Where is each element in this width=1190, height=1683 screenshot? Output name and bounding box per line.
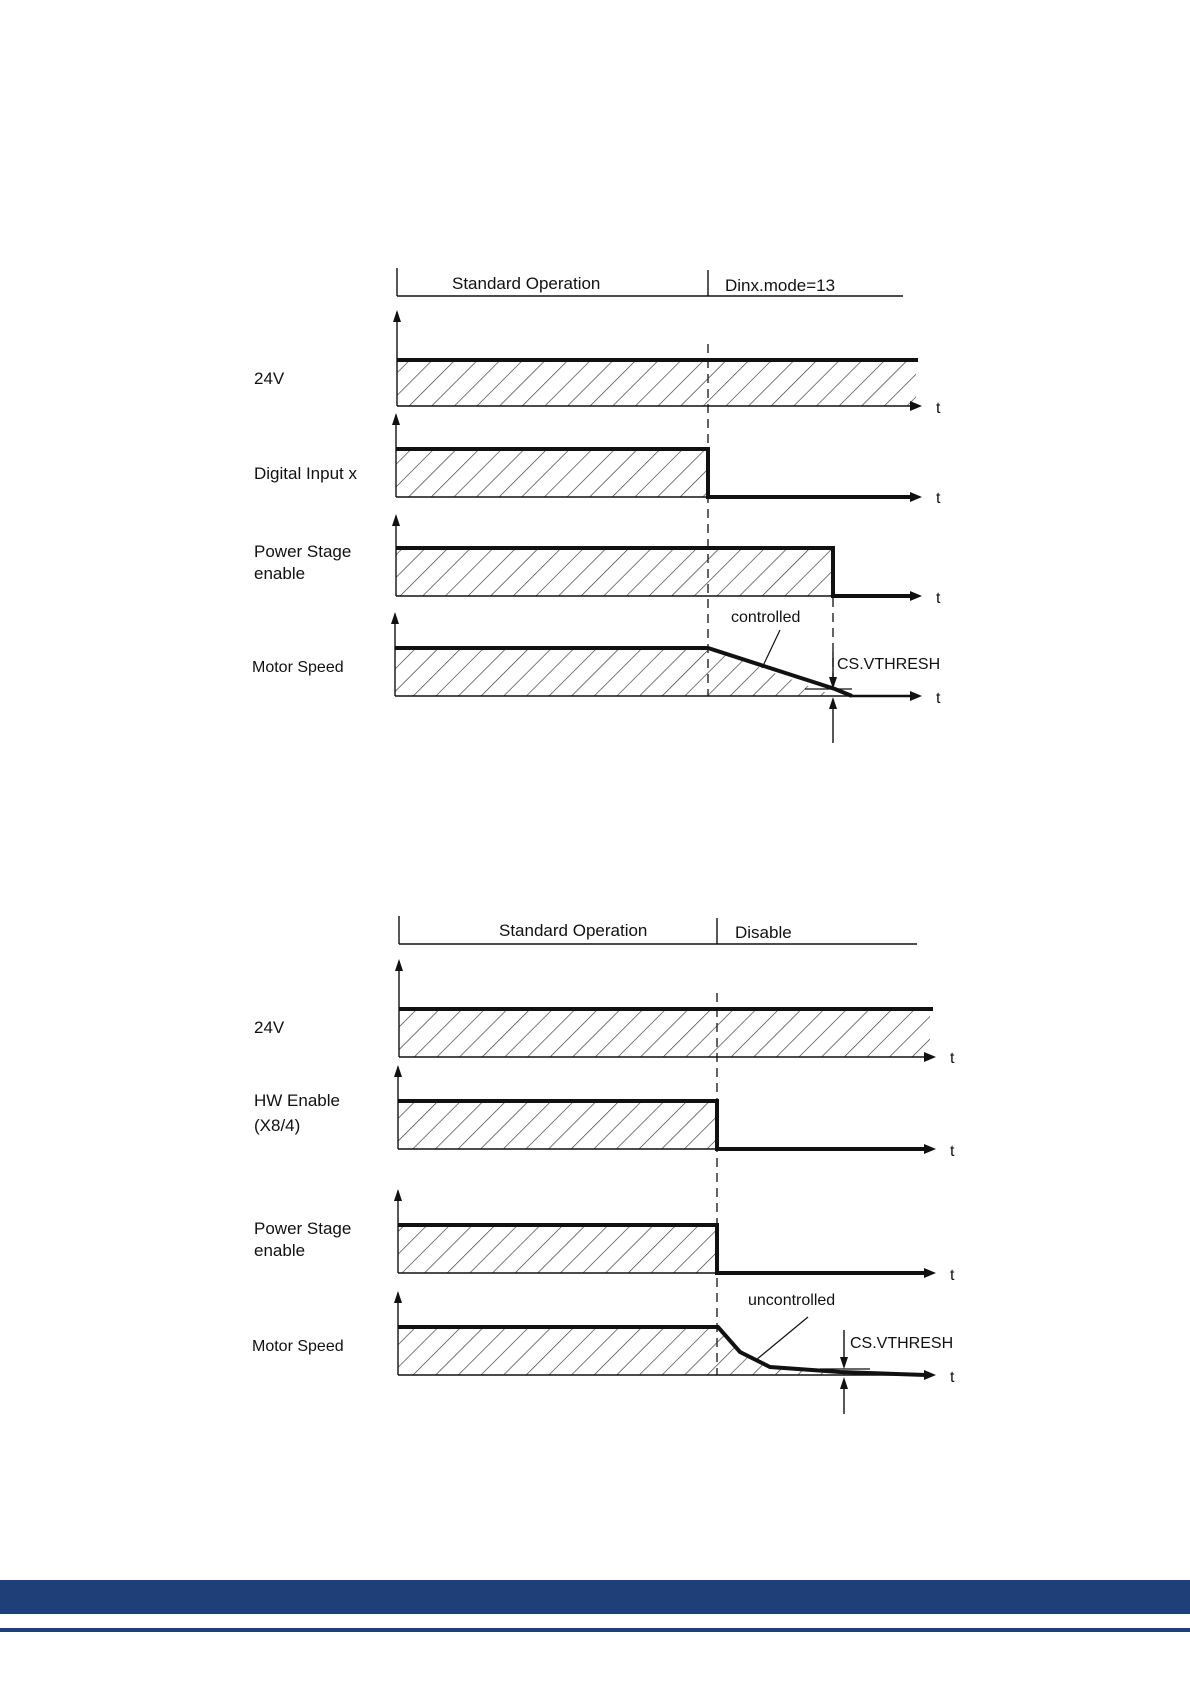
signal-digital-input [392, 413, 922, 502]
annotation-uncontrolled: uncontrolled [748, 1292, 836, 1309]
phase-header-2 [399, 916, 917, 944]
signal-label-power-stage-line1-2: Power Stage [254, 1219, 352, 1238]
diagram-1 [252, 268, 941, 743]
footer-bar-thin [0, 1628, 1190, 1632]
t-label-2c: t [950, 1267, 955, 1284]
signal-label-motor-speed-2: Motor Speed [252, 1338, 344, 1355]
t-label-2b: t [950, 1143, 955, 1160]
annotation-controlled: controlled [731, 609, 801, 626]
t-label-2d: t [950, 1369, 955, 1386]
signal-power-stage-1 [392, 514, 922, 601]
t-label-1a: t [936, 400, 941, 417]
signal-power-stage-2 [394, 1189, 936, 1278]
signal-24v-1 [393, 310, 922, 411]
phase-label-standard-1: Standard Operation [452, 274, 601, 293]
phase-label-dinx-mode: Dinx.mode=13 [725, 276, 836, 295]
phase-label-disable: Disable [735, 923, 792, 942]
signal-label-hw-enable-line2: (X8/4) [254, 1116, 301, 1135]
signal-24v-2 [395, 959, 936, 1062]
t-label-1b: t [936, 490, 941, 507]
signal-label-power-stage-line2-2: enable [254, 1241, 306, 1260]
footer-bar-thick [0, 1580, 1190, 1614]
phase-label-standard-2: Standard Operation [499, 921, 648, 940]
threshold-label-1: CS.VTHRESH [837, 656, 941, 673]
signal-label-24v-1: 24V [254, 369, 285, 388]
signal-hw-enable [394, 1065, 936, 1154]
threshold-label-2: CS.VTHRESH [850, 1335, 954, 1352]
signal-label-24v-2: 24V [254, 1018, 285, 1037]
t-label-2a: t [950, 1050, 955, 1067]
t-label-1d: t [936, 690, 941, 707]
signal-label-power-stage-line1-1: Power Stage [254, 542, 352, 561]
signal-label-power-stage-line2-1: enable [254, 564, 306, 583]
signal-label-motor-speed-1: Motor Speed [252, 659, 344, 676]
signal-motor-speed-2 [394, 1291, 936, 1414]
t-label-1c: t [936, 590, 941, 607]
signal-label-digital-input: Digital Input x [254, 464, 357, 483]
diagram-2 [252, 916, 955, 1414]
signal-label-hw-enable-line1: HW Enable [254, 1091, 340, 1110]
